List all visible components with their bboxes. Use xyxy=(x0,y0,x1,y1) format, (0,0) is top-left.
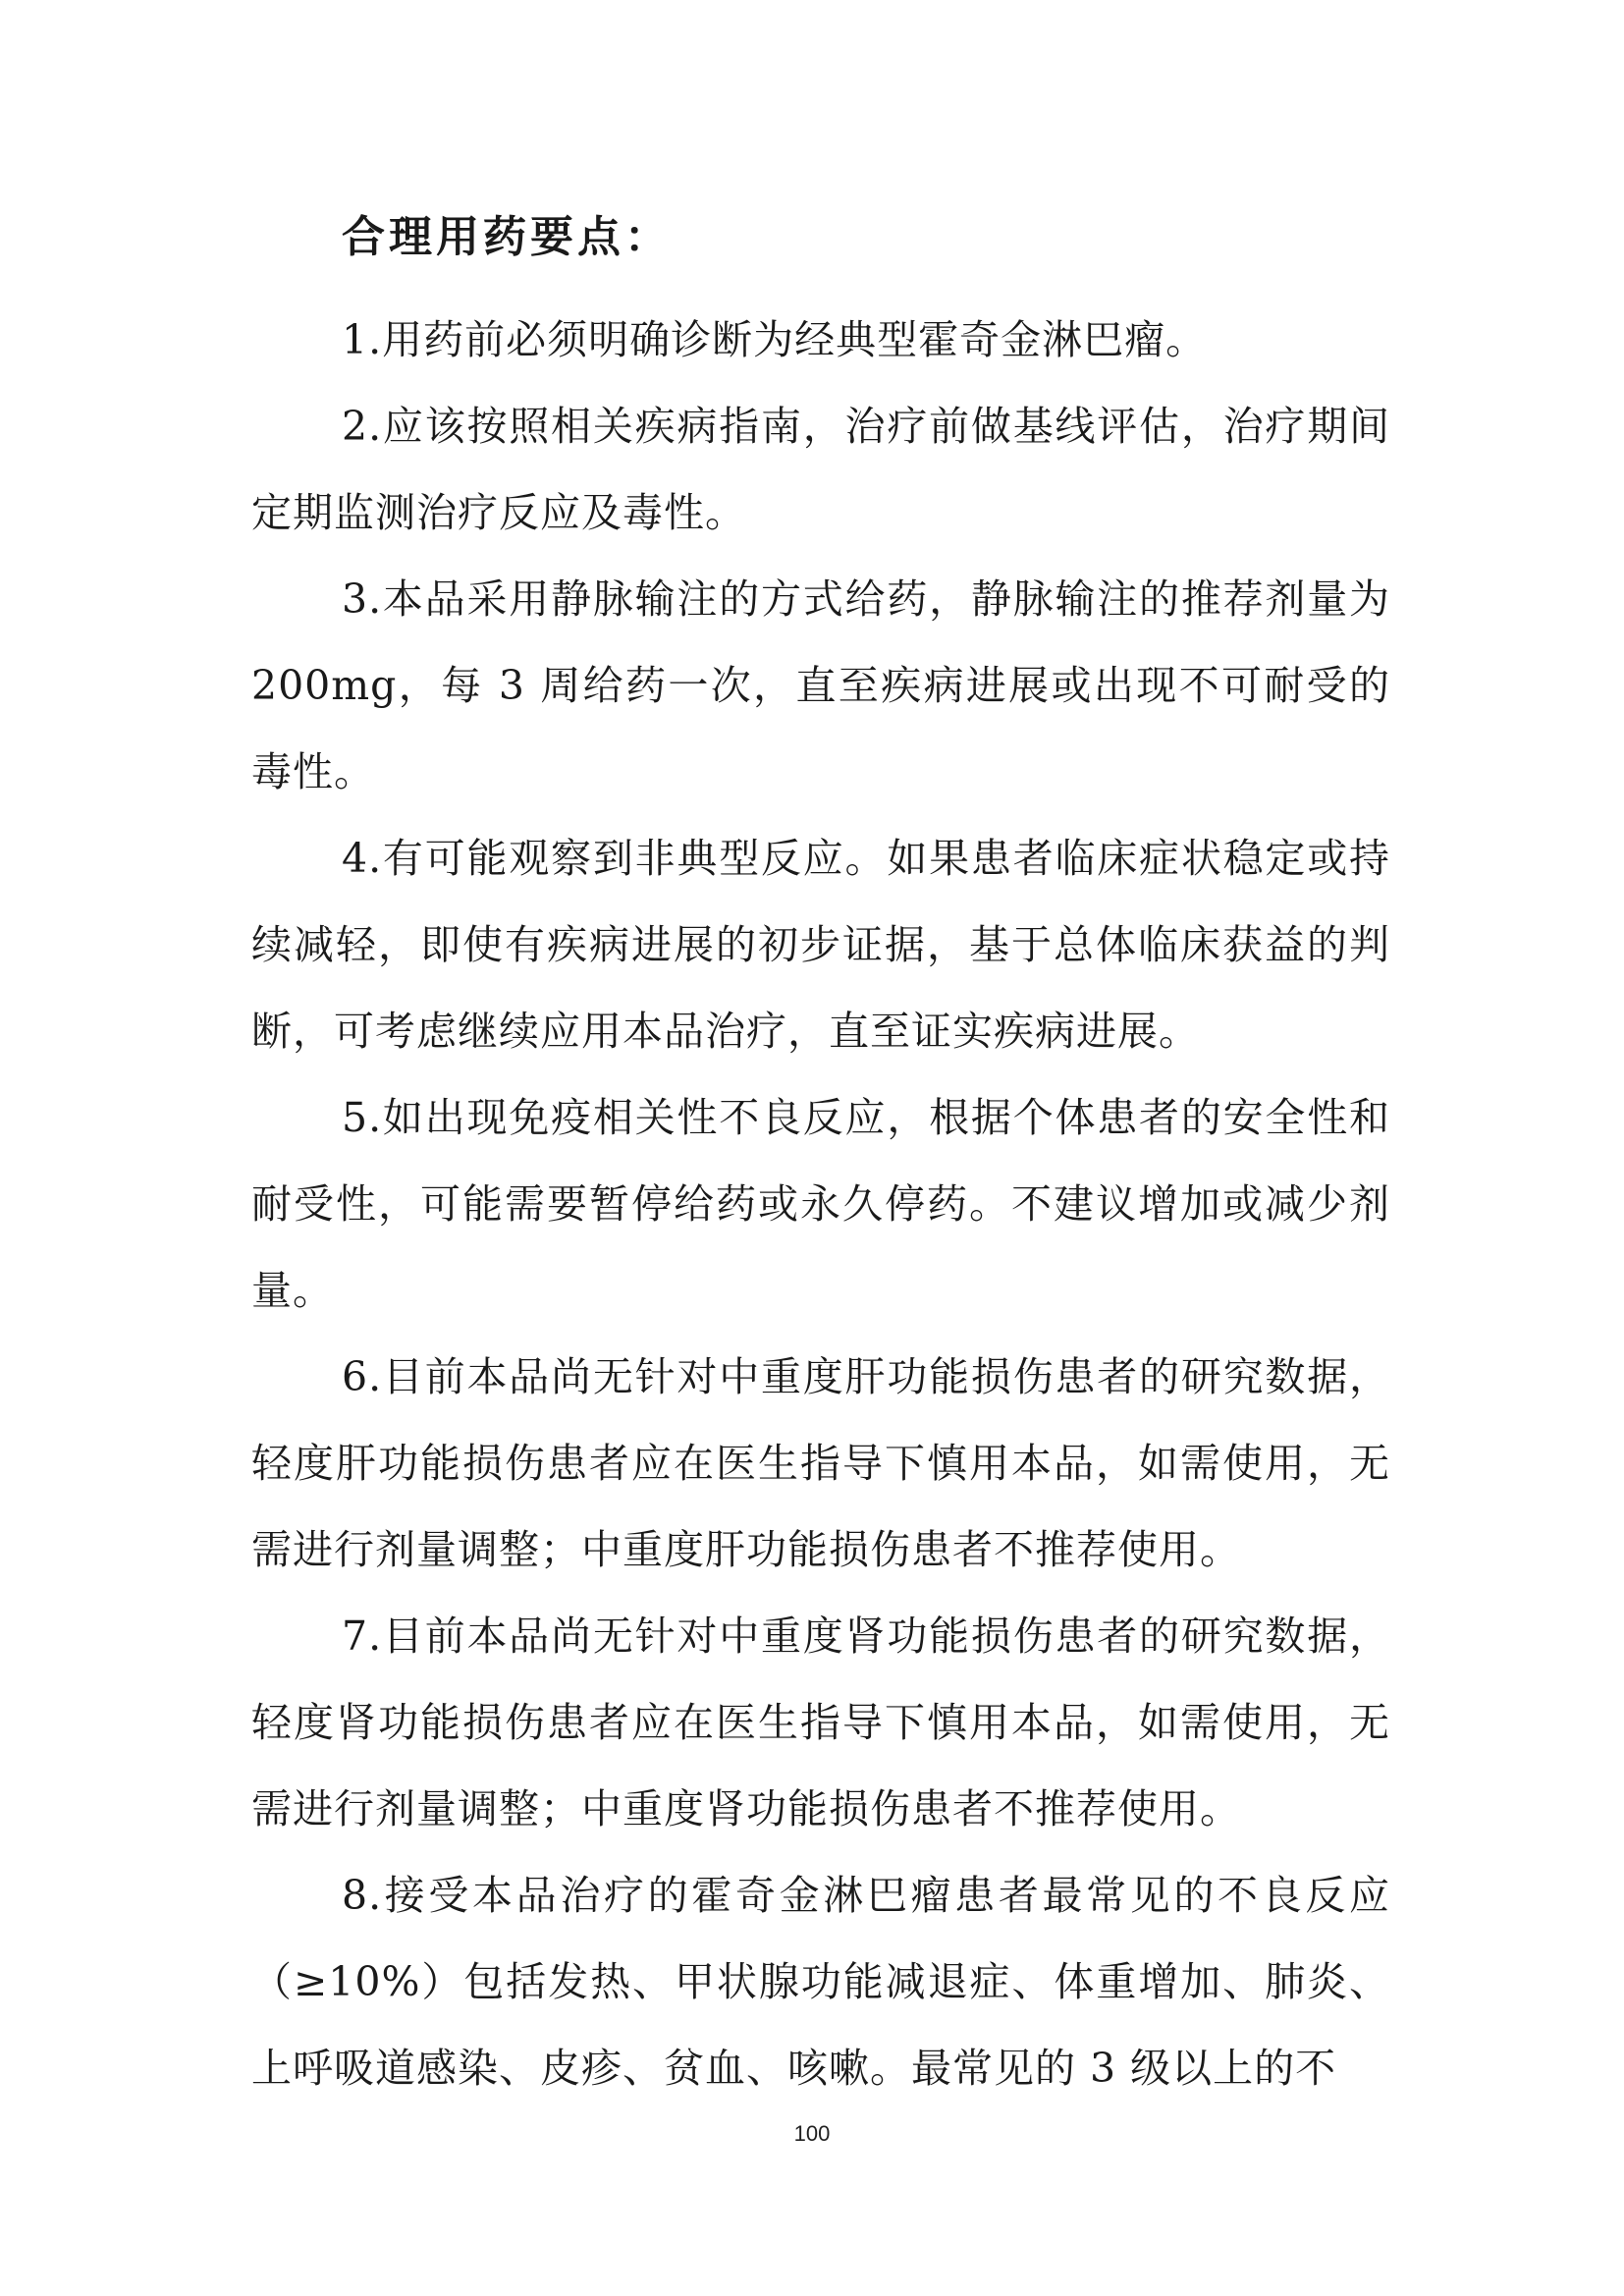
paragraph-3: 3.本品采用静脉输注的方式给药，静脉输注的推荐剂量为 200mg，每 3 周给药一次，直至疾病进展或出现不可耐受的毒性。 xyxy=(251,575,1390,795)
document-body xyxy=(251,208,1390,2111)
paragraph-5: 5.如出现免疫相关性不良反应，根据个体患者的安全性和耐受性，可能需要暂停给药或永久停药。不建议增加或减少剂量。 xyxy=(251,1094,1390,1314)
page-number: 100 xyxy=(793,2121,831,2146)
paragraph-1: 1.用药前必须明确诊断为经典型霍奇金淋巴瘤。 xyxy=(342,316,1208,363)
paragraph-8: 8.接受本品治疗的霍奇金淋巴瘤患者最常见的不良反应（≥10%）包括发热、甲状腺功能减退症、体重增加、肺炎、上呼吸道感染、皮疹、贫血、咳嗽。最常见的 3 级以上的不 xyxy=(251,1872,1390,2092)
section-heading: 合理用药要点： xyxy=(342,212,672,262)
paragraph-2: 2.应该按照相关疾病指南，治疗前做基线评估，治疗期间定期监测治疗反应及毒性。 xyxy=(251,403,1390,536)
paragraph-7: 7.目前本品尚无针对中重度肾功能损伤患者的研究数据，轻度肾功能损伤患者应在医生指导下慎用本品，如需使用，无需进行剂量调整；中重度肾功能损伤患者不推荐使用。 xyxy=(251,1613,1390,1832)
paragraph-4: 4.有可能观察到非典型反应。如果患者临床症状稳定或持续减轻，即使有疾病进展的初步证据，基于总体临床获益的判断，可考虑继续应用本品治疗，直至证实疾病进展。 xyxy=(251,835,1390,1055)
paragraph-6: 6.目前本品尚无针对中重度肝功能损伤患者的研究数据，轻度肝功能损伤患者应在医生指导下慎用本品，如需使用，无需进行剂量调整；中重度肝功能损伤患者不推荐使用。 xyxy=(251,1353,1390,1573)
